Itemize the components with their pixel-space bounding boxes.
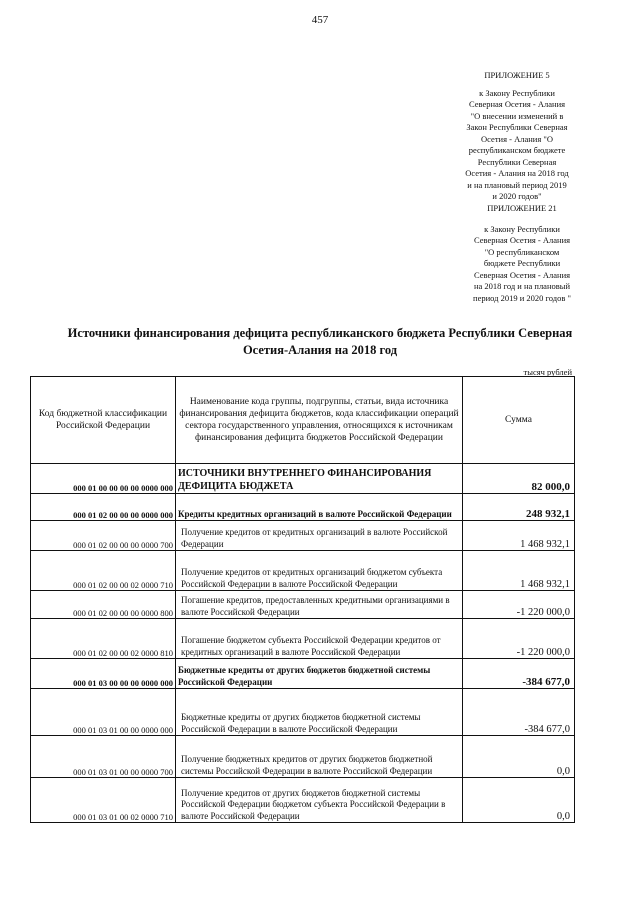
annex-line: и на плановый период 2019 [467, 179, 567, 190]
financing-sources-table [30, 376, 575, 823]
annex-line: на 2018 год и на плановый [473, 281, 571, 291]
header-code: Код бюджетной классификации Российской Федерации [31, 377, 176, 464]
row-name: Получение кредитов от кредитных организаций бюджетом субъекта Российской Федерации в валюте Российской Федерации [176, 551, 463, 591]
header-name: Наименование кода группы, подгруппы, статьи, вида источника финансирования дефицита бюджетов, кода классификации операций сектора государственного управления, относящихся к источникам финансирования дефицита бюджетов Российской Федерации [176, 377, 463, 464]
page-number: 457 [311, 14, 329, 26]
document-title [20, 325, 620, 359]
table-row [31, 464, 575, 494]
annex-line: Республики Северная [477, 156, 557, 167]
row-code: 000 01 02 00 00 00 0000 800 [31, 591, 176, 619]
annex-line: и 2020 годов" [492, 191, 542, 201]
row-name: Погашение кредитов, предоставленных кредитными организациями в валюте Российской Федерации [176, 591, 463, 619]
row-amount: -1 220 000,0 [463, 591, 575, 619]
row-name: ИСТОЧНИКИ ВНУТРЕННЕГО ФИНАНСИРОВАНИЯ ДЕФИЦИТА БЮДЖЕТА [176, 464, 463, 494]
annex-line: ПРИЛОЖЕНИЕ 21 [487, 203, 557, 213]
title-line-2: Осетия-Алания на 2018 год [242, 343, 398, 357]
row-amount: 0,0 [463, 736, 575, 778]
row-name: Погашение бюджетом субъекта Российской Федерации кредитов от кредитных организаций в валюте Российской Федерации [176, 619, 463, 659]
annex-line: Северная Осетия - Алания [473, 235, 571, 245]
annex-line: бюджете Республики [483, 258, 561, 268]
table-row [31, 659, 575, 689]
units-label: тысяч рублей [523, 367, 572, 377]
row-amount: 82 000,0 [463, 464, 575, 494]
table-row [31, 551, 575, 591]
row-name: Получение кредитов от кредитных организаций в валюте Российской Федерации [176, 521, 463, 551]
table-row [31, 591, 575, 619]
title-line-1: Источники финансирования дефицита республиканского бюджета Республики Северная [67, 326, 573, 340]
row-amount: -384 677,0 [463, 659, 575, 689]
row-code: 000 01 02 00 00 02 0000 710 [31, 551, 176, 591]
annex-line: к Закону Республики [479, 87, 555, 98]
annex-line: к Закону Республики [484, 223, 560, 234]
annex-line: ПРИЛОЖЕНИЕ 5 [484, 70, 550, 80]
annex-line: Северная Осетия - Алания [468, 99, 566, 109]
row-amount: -1 220 000,0 [463, 619, 575, 659]
annex-line: "О республиканском [484, 246, 560, 257]
table-row [31, 619, 575, 659]
row-code: 000 01 00 00 00 00 0000 000 [31, 464, 176, 494]
table-row [31, 778, 575, 823]
table-row [31, 736, 575, 778]
row-code: 000 01 03 01 00 02 0000 710 [31, 778, 176, 823]
row-amount: 0,0 [463, 778, 575, 823]
annex-line: Осетия - Алания "О [481, 133, 553, 144]
row-name: Кредиты кредитных организаций в валюте Российской Федерации [176, 494, 463, 521]
row-code: 000 01 03 01 00 00 0000 700 [31, 736, 176, 778]
annex-21-block [447, 203, 597, 304]
row-amount: 1 468 932,1 [463, 551, 575, 591]
row-amount: 248 932,1 [463, 494, 575, 521]
annex-line: период 2019 и 2020 годов " [473, 292, 571, 303]
annex-line: Закон Республики Северная [466, 122, 568, 132]
annex-line: республиканском бюджете [468, 145, 566, 155]
row-name: Получение бюджетных кредитов от других бюджетов бюджетной системы Российской Федерации в валюте Российской Федерации [176, 736, 463, 778]
annex-5-block [442, 70, 592, 203]
row-name: Получение кредитов от других бюджетов бюджетной системы Российской Федерации бюджетом субъекта Российской Федерации в валюте Российской Федерации [176, 778, 463, 823]
row-name: Бюджетные кредиты от других бюджетов бюджетной системы Российской Федерации в валюте Российской Федерации [176, 689, 463, 736]
row-amount: 1 468 932,1 [463, 521, 575, 551]
table-header-row [31, 377, 575, 464]
table-row [31, 689, 575, 736]
row-code: 000 01 03 00 00 00 0000 000 [31, 659, 176, 689]
annex-line: Северная Осетия - Алания [473, 269, 571, 280]
table-row [31, 521, 575, 551]
annex-line: "О внесении изменений в [470, 110, 564, 121]
row-amount: -384 677,0 [463, 689, 575, 736]
row-code: 000 01 02 00 00 02 0000 810 [31, 619, 176, 659]
row-code: 000 01 02 00 00 00 0000 700 [31, 521, 176, 551]
row-code: 000 01 02 00 00 00 0000 000 [31, 494, 176, 521]
annex-line: Осетия - Алания на 2018 год [465, 168, 569, 178]
table-row [31, 494, 575, 521]
row-name: Бюджетные кредиты от других бюджетов бюджетной системы Российской Федерации [176, 659, 463, 689]
row-code: 000 01 03 01 00 00 0000 000 [31, 689, 176, 736]
header-amount: Сумма [463, 377, 575, 464]
